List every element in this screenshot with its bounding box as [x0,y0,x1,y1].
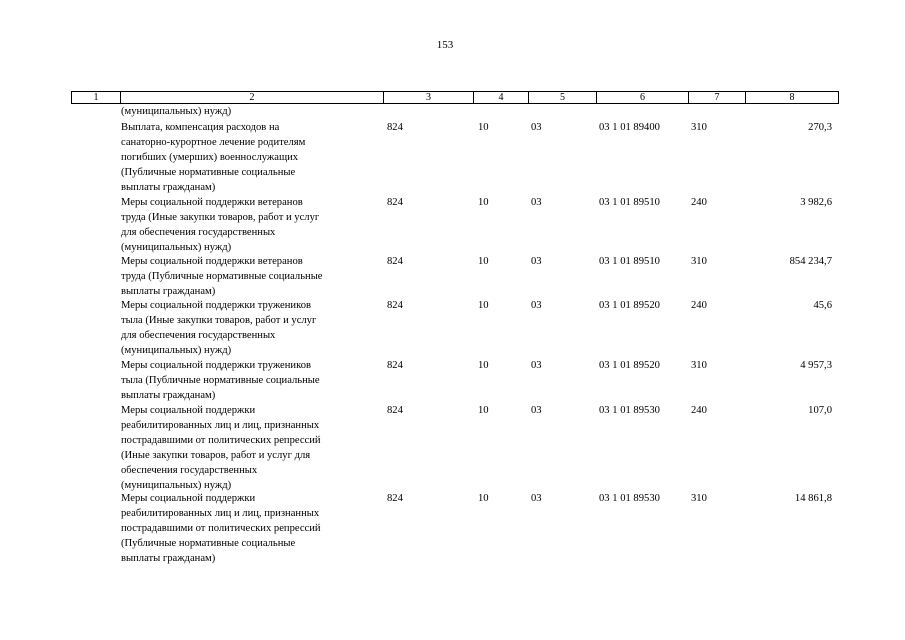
row-col-4: 10 [478,122,489,133]
row-col-7: 310 [691,493,707,504]
row-col-4: 10 [478,360,489,371]
row-col-3: 824 [387,300,403,311]
header-col-4: 4 [473,92,528,103]
row-col-3: 824 [387,256,403,267]
row-col-8: 4 957,3 [800,360,832,371]
table-header-row [71,91,839,104]
header-col-5: 5 [528,92,596,103]
row-description: Меры социальной поддержки ветеранов труда (Публичные нормативные социальные выплаты гражданам) [121,256,323,297]
header-col-1: 1 [93,92,99,103]
row-col-7: 240 [691,405,707,416]
row-col-8: 3 982,6 [800,197,832,208]
row-col-4: 10 [478,197,489,208]
row-col-5: 03 [531,197,542,208]
row-col-6: 03 1 01 89400 [599,122,660,133]
row-col-7: 310 [691,122,707,133]
row-col-8: 45,6 [813,300,832,311]
header-col-7: 7 [688,92,745,103]
row-col-5: 03 [531,493,542,504]
row-col-8: 854 234,7 [789,256,832,267]
header-col-6: 6 [596,92,688,103]
row-col-5: 03 [531,300,542,311]
row-col-3: 824 [387,360,403,371]
row-col-5: 03 [531,256,542,267]
row-description: Выплата, компенсация расходов на санаторно-курортное лечение родителям погибших (умерших) военнослужащих (Публичные нормативные социальные выплаты гражданам) [121,122,306,193]
row-col-8: 14 861,8 [794,493,832,504]
row-col-6: 03 1 01 89510 [599,256,660,267]
row-col-4: 10 [478,493,489,504]
row-col-6: 03 1 01 89520 [599,360,660,371]
header-col-2: 2 [120,92,383,103]
row-col-6: 03 1 01 89510 [599,197,660,208]
row-description: Меры социальной поддержки тружеников тыла (Иные закупки товаров, работ и услуг для обеспечения государственных (муниципальных) нужд) [121,300,317,356]
row-col-4: 10 [478,300,489,311]
row-col-6: 03 1 01 89530 [599,405,660,416]
row-col-5: 03 [531,360,542,371]
row-col-5: 03 [531,122,542,133]
continuation-text: (муниципальных) нужд) [121,106,232,117]
row-col-3: 824 [387,405,403,416]
row-col-7: 310 [691,256,707,267]
row-col-4: 10 [478,256,489,267]
row-col-3: 824 [387,122,403,133]
header-col-8: 8 [745,92,838,103]
row-col-3: 824 [387,493,403,504]
row-description: Меры социальной поддержки реабилитированных лиц и лиц, признанных пострадавшими от политических репрессий (Иные закупки товаров, работ и услуг для обеспечения государственных (муниципальных) нужд) [121,405,321,491]
header-col-3: 3 [383,92,473,103]
row-col-8: 107,0 [808,405,832,416]
row-col-7: 240 [691,300,707,311]
row-col-4: 10 [478,405,489,416]
row-description: Меры социальной поддержки ветеранов труда (Иные закупки товаров, работ и услуг для обеспечения государственных (муниципальных) нужд) [121,197,320,253]
row-col-7: 310 [691,360,707,371]
row-col-8: 270,3 [808,122,832,133]
row-col-5: 03 [531,405,542,416]
page-number: 153 [436,39,454,51]
row-col-3: 824 [387,197,403,208]
row-col-6: 03 1 01 89520 [599,300,660,311]
row-col-7: 240 [691,197,707,208]
row-col-6: 03 1 01 89530 [599,493,660,504]
row-description: Меры социальной поддержки тружеников тыла (Публичные нормативные социальные выплаты гражданам) [121,360,320,401]
row-description: Меры социальной поддержки реабилитированных лиц и лиц, признанных пострадавшими от политических репрессий (Публичные нормативные социальные выплаты гражданам) [121,493,321,564]
